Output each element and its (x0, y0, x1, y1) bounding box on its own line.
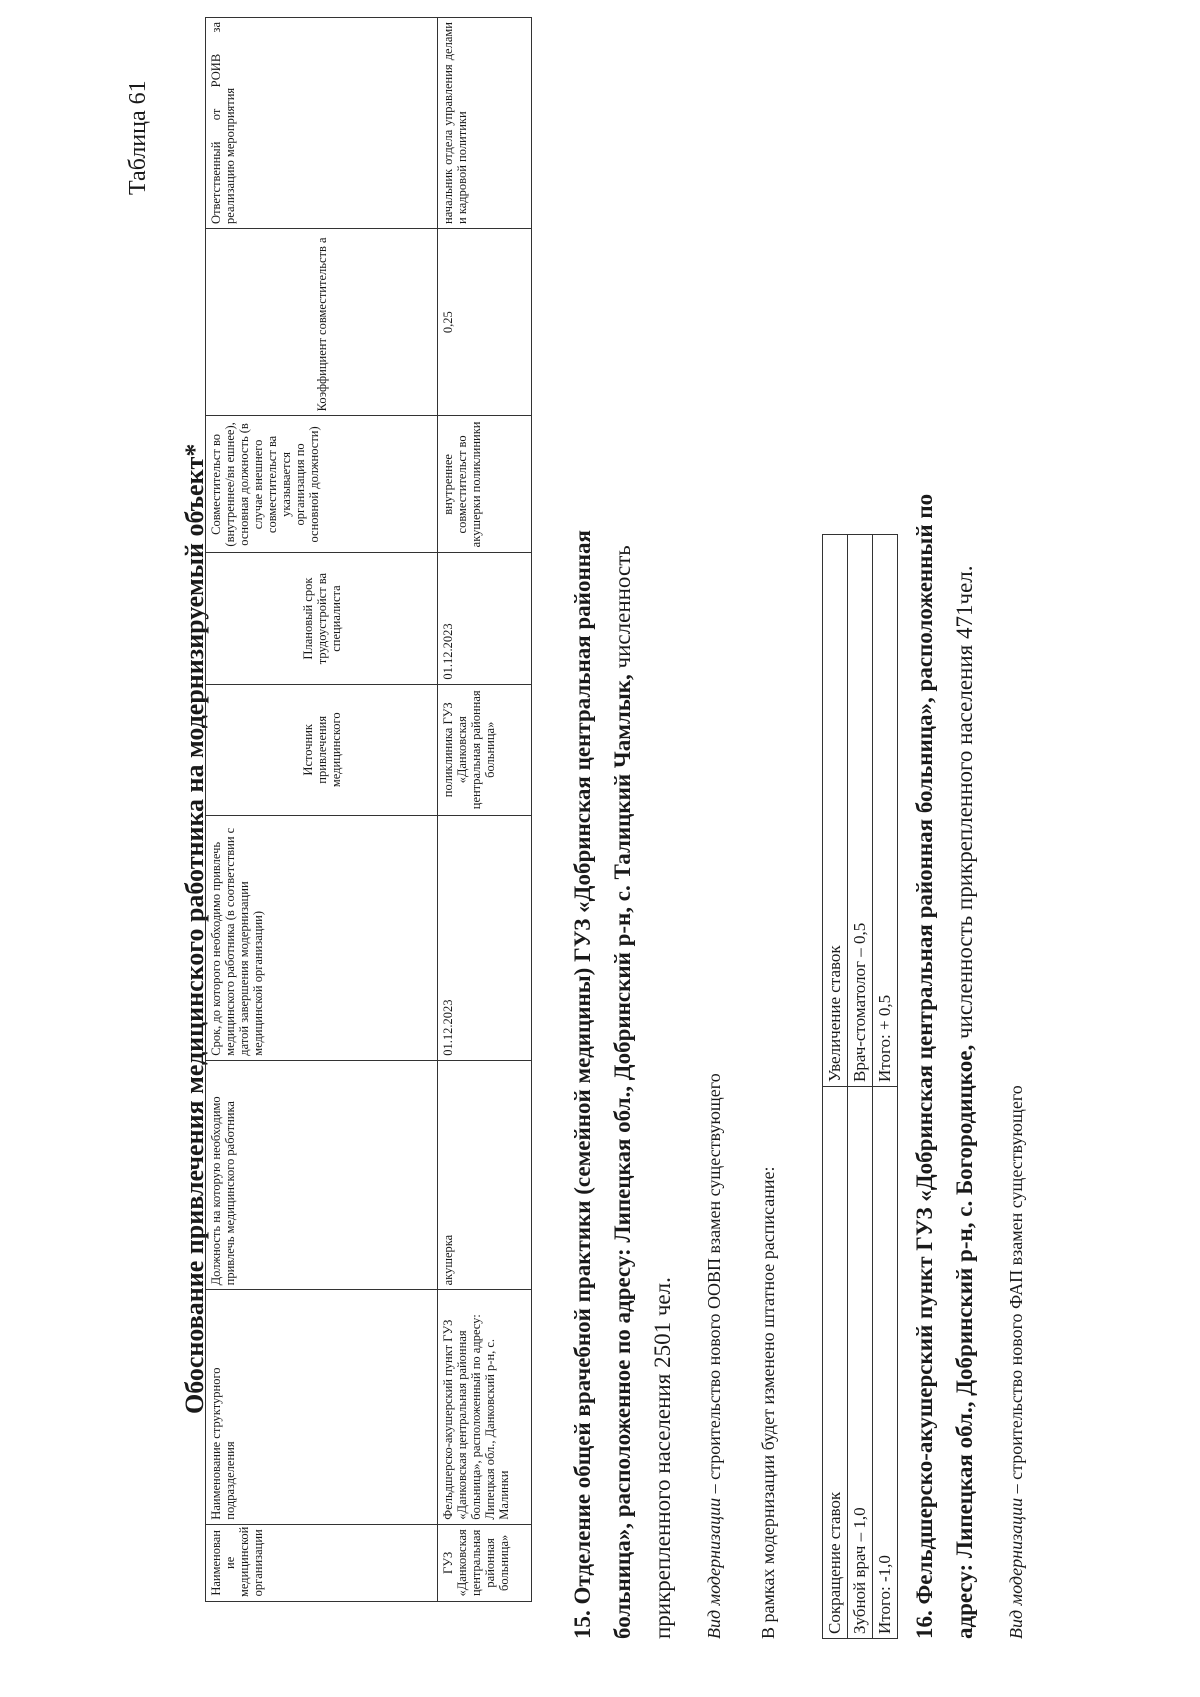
reduce-item-cell: Зубной врач – 1,0 (848, 1087, 873, 1639)
rates-row (848, 535, 873, 1639)
modernization-text: – строительство нового ООВП взамен существующего (704, 1073, 724, 1498)
modernization-label: Вид модернизации (704, 1497, 724, 1639)
section-15-line-3: прикрепленного населения 2501 чел. (650, 1277, 675, 1639)
table-cell: 01.12.2023 (438, 553, 532, 684)
header-cell: Ответственный от РОИВ за реализацию мероприятия (206, 18, 438, 229)
table-cell: ГУЗ «Данковская центральная районная больница» (438, 1524, 532, 1601)
modernization-label: Вид модернизации (1006, 1497, 1026, 1639)
staffing-table (205, 17, 532, 1602)
table-cell: внутреннее совместительст во акушерки поликлиники (438, 416, 532, 553)
header-cell: Наименован ие медицинской организации (206, 1524, 438, 1601)
header-cell: Наименование структурного подразделения (206, 1290, 438, 1524)
increase-title-cell: Увеличение ставок (823, 535, 848, 1087)
increase-total-cell: Итого: + 0,5 (873, 535, 898, 1087)
rates-table (822, 534, 898, 1639)
table-cell: поликлиника ГУЗ «Данковская центральная районная больница» (438, 684, 532, 815)
header-cell: Коэффициент совместительств а (206, 228, 438, 415)
section-16-modernization-type (1006, 1085, 1027, 1639)
section-16-line-2-bold: адресу: Липецкая обл., Добринский р-н, с. Богородицкое, (952, 1044, 977, 1639)
table-cell: начальник отдела управления делами и кадровой политики (438, 18, 532, 229)
section-15-modernization-type (704, 1073, 725, 1639)
header-cell: Плановый срок трудоустройст ва специалиста (206, 553, 438, 684)
table-header-row (206, 18, 438, 1602)
table-cell: Фельдшерско-акушерский пункт ГУЗ «Данковская центральная районная больница», расположенный по адресу: Липецкая обл., Данковский р-н, с. Малинки (438, 1290, 532, 1524)
increase-item-cell: Врач-стоматолог – 0,5 (848, 535, 873, 1087)
table-cell: акушерка (438, 1060, 532, 1290)
header-cell: Должность на которую необходимо привлечь медицинского работника (206, 1060, 438, 1290)
page-heading: Обоснование привлечения медицинского работника на модернизируемый объект* (180, 443, 209, 1414)
table-cell: 01.12.2023 (438, 815, 532, 1060)
rates-row (823, 535, 848, 1639)
section-16-line-1: 16. Фельдшерско-акушерский пункт ГУЗ «Добринская центральная районная больница», расположенный по (912, 493, 937, 1639)
section-15-line-2 (610, 545, 636, 1639)
table-row (438, 18, 532, 1602)
header-cell: Срок, до которого необходимо привлечь медицинского работника (в соответствии с датой завершения модернизации медицинской организации) (206, 815, 438, 1060)
section-16-line-2 (952, 565, 978, 1639)
reduce-title-cell: Сокращение ставок (823, 1087, 848, 1639)
rates-row (873, 535, 898, 1639)
table-number: Таблица 61 (125, 80, 151, 195)
section-15-line-1: 15. Отделение общей врачебной практики (семейной медицины) ГУЗ «Добринская центральная районная (570, 530, 595, 1639)
schedule-note: В рамках модернизации будет изменено штатное расписание: (758, 1166, 778, 1639)
header-cell: Совместительст во (внутреннее/вн ешнее), основная должность (в случае внешнего совместительст ва указывается организация по основной должности) (206, 416, 438, 553)
modernization-text: – строительство нового ФАП взамен существующего (1006, 1085, 1026, 1498)
reduce-total-cell: Итого: -1,0 (873, 1087, 898, 1639)
table-cell: 0,25 (438, 228, 532, 415)
section-15-line-2-bold: больница», расположенное по адресу: Липецкая обл., Добринский р-н, с. Талицкий Чамлык, (610, 674, 635, 1639)
header-cell: Источник привлечения медицинского (206, 684, 438, 815)
section-15-line-2-tail: численность (610, 545, 635, 675)
section-16-line-2-tail: численность прикрепленного населения 471чел. (952, 565, 977, 1045)
